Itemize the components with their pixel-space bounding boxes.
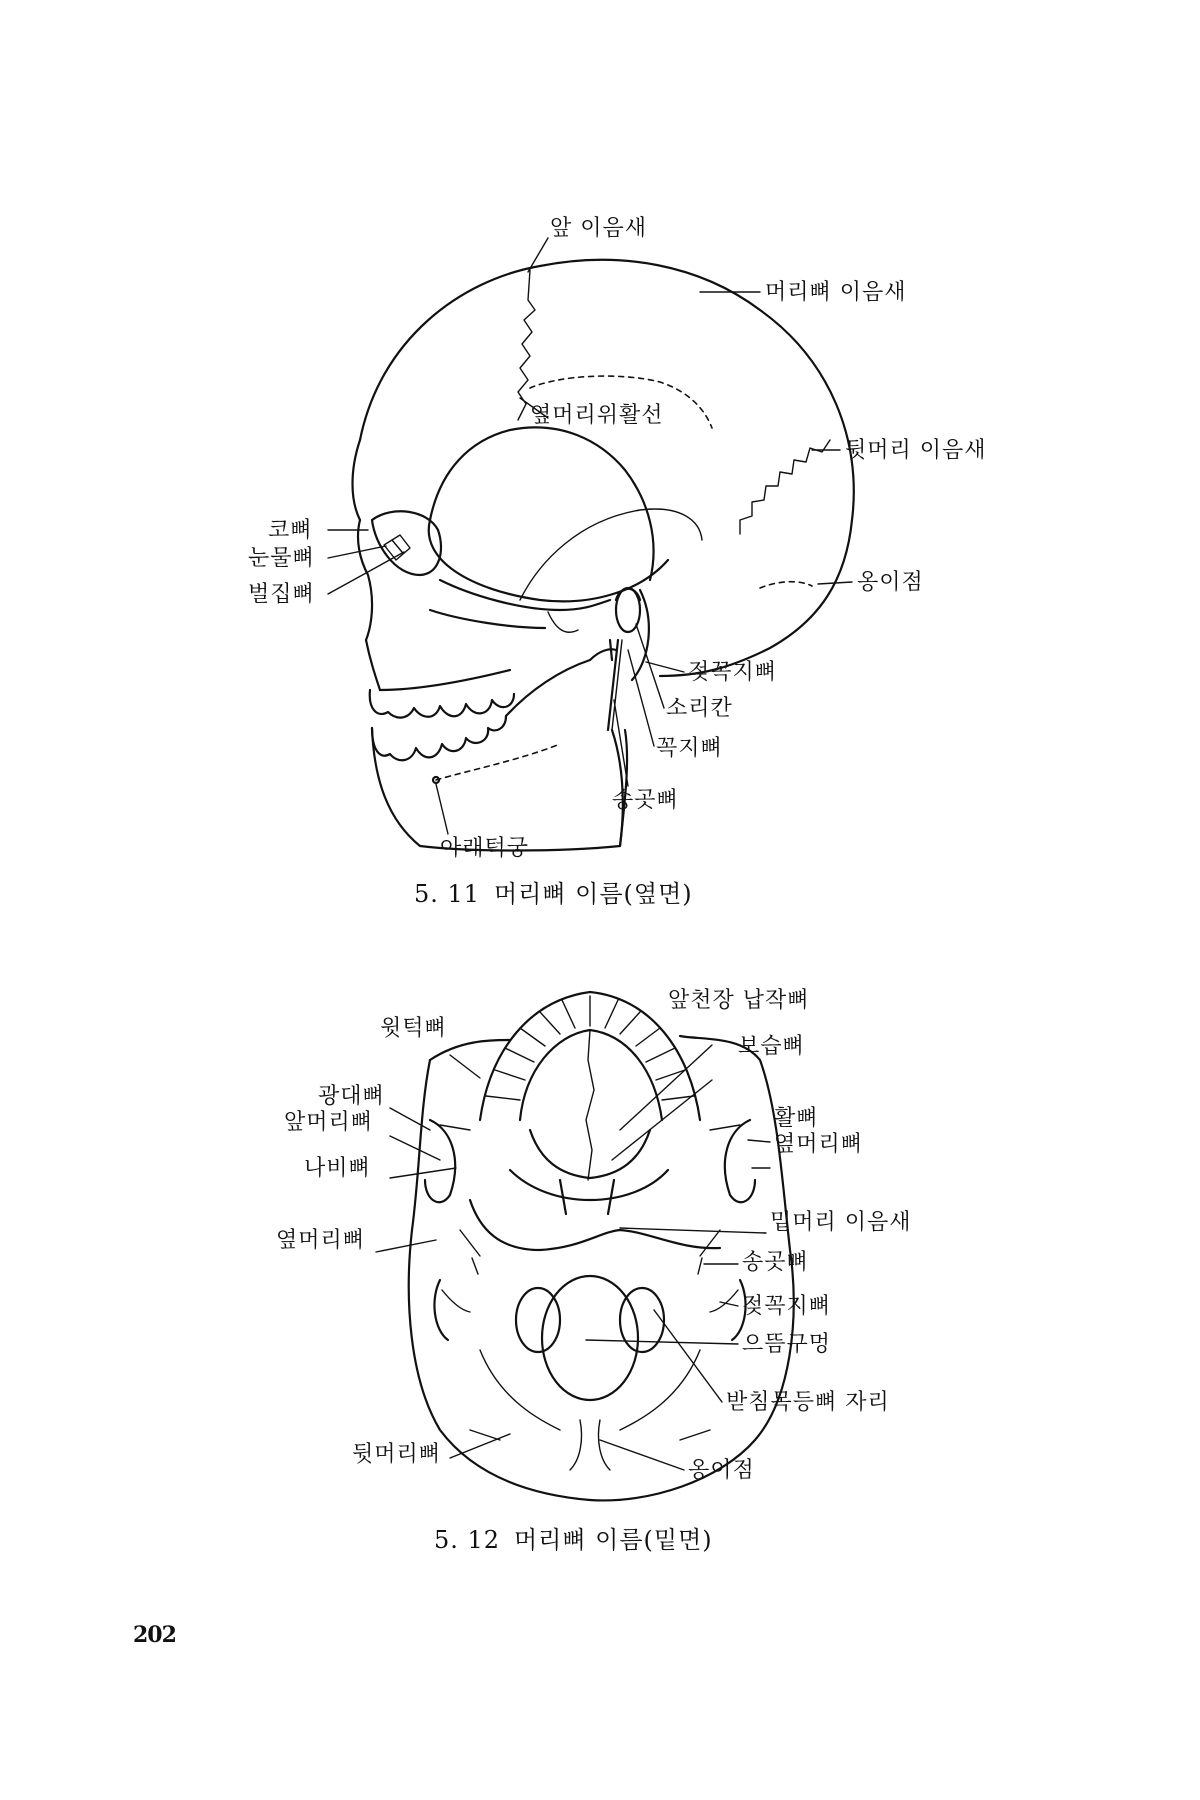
label-meoripyeo-ieumsae: 머리뼈 이음새	[765, 280, 907, 305]
skull-side-drawing	[328, 238, 854, 851]
leader-nabipyeo	[390, 1168, 456, 1178]
leader-eutteumgumeong	[586, 1340, 738, 1344]
label-nunmulpyeo: 눈물뼈	[248, 546, 315, 571]
leader-wittheokpyeo	[450, 1055, 480, 1078]
label-kopyeo: 코뼈	[268, 518, 313, 543]
label-hwalpyeo: 활뼈	[774, 1106, 819, 1131]
caption-title-side: 머리뼈 이름(옆면)	[494, 880, 693, 908]
leader-batchimmokdeungpyeo-jari	[654, 1310, 722, 1402]
label-apcheonjang-napjakpyeo: 앞천장 납작뼈	[668, 988, 810, 1013]
label-nabipyeo: 나비뼈	[304, 1156, 371, 1181]
label-gwangdaepyeo: 광대뼈	[318, 1084, 385, 1109]
leader-ongijeom-base	[600, 1440, 684, 1470]
label-yeopmeori-wihwalseon: 옆머리위활선	[530, 403, 664, 428]
label-eutteumgumeong: 으뜸구멍	[742, 1332, 832, 1357]
label-araetteokgung: 아래턱궁	[440, 836, 530, 861]
label-yeopmeoripyeo-left: 옆머리뼈	[276, 1228, 366, 1253]
leader-nunmulpyeo	[328, 546, 386, 558]
caption-number-side: 5. 11	[414, 880, 481, 908]
leader-araetteokgung	[436, 784, 448, 834]
label-ongijeom-base: 옹이점	[688, 1458, 755, 1483]
leader-ongijeom	[818, 582, 852, 584]
leader-beoljippyeo	[328, 552, 404, 594]
label-jeotkkokjipyeo-base: 젖꼭지뼈	[742, 1294, 832, 1319]
leader-dwitmeoripyeo	[450, 1434, 510, 1458]
label-dwitmeori-ieumsae: 뒷머리 이음새	[845, 438, 987, 463]
label-apmeoripyeo: 앞머리뼈	[284, 1110, 374, 1135]
label-mitmeori-ieumsae: 밑머리 이음새	[770, 1210, 912, 1235]
label-yeopmeoripyeo-right: 옆머리뼈	[774, 1132, 864, 1157]
label-ongijeom: 옹이점	[857, 570, 924, 595]
label-beoljippyeo: 벌집뼈	[248, 582, 315, 607]
caption-title-base: 머리뼈 이름(밑면)	[514, 1526, 713, 1554]
label-sorikan: 소리칸	[666, 696, 733, 721]
leader-mitmeori-ieumsae	[620, 1228, 766, 1233]
label-ap-ieumsae: 앞 이음새	[550, 216, 648, 241]
leader-apmeoripyeo	[390, 1136, 440, 1160]
label-batchimmokdeungpyeo-jari: 받침목등뼈 자리	[726, 1390, 890, 1415]
leader-yeopmeoripyeo-left	[376, 1240, 436, 1252]
label-jeotkkokjipyeo: 젖꼭지뼈	[688, 660, 778, 685]
skull-base-drawing	[376, 992, 794, 1500]
label-boseuppyeo: 보습뼈	[738, 1034, 805, 1059]
label-songotpyeo-base: 송곳뼈	[742, 1250, 809, 1275]
page-number: 202	[133, 1622, 176, 1648]
label-songotpyeo: 송곳뼈	[612, 788, 679, 813]
label-dwitmeoripyeo: 뒷머리뼈	[352, 1442, 442, 1467]
leader-hwalpyeo	[748, 1140, 770, 1142]
caption-number-base: 5. 12	[434, 1526, 501, 1554]
label-kkokjipyeo: 꼭지뼈	[656, 736, 723, 761]
label-wittheokpyeo: 윗턱뼈	[380, 1016, 447, 1041]
